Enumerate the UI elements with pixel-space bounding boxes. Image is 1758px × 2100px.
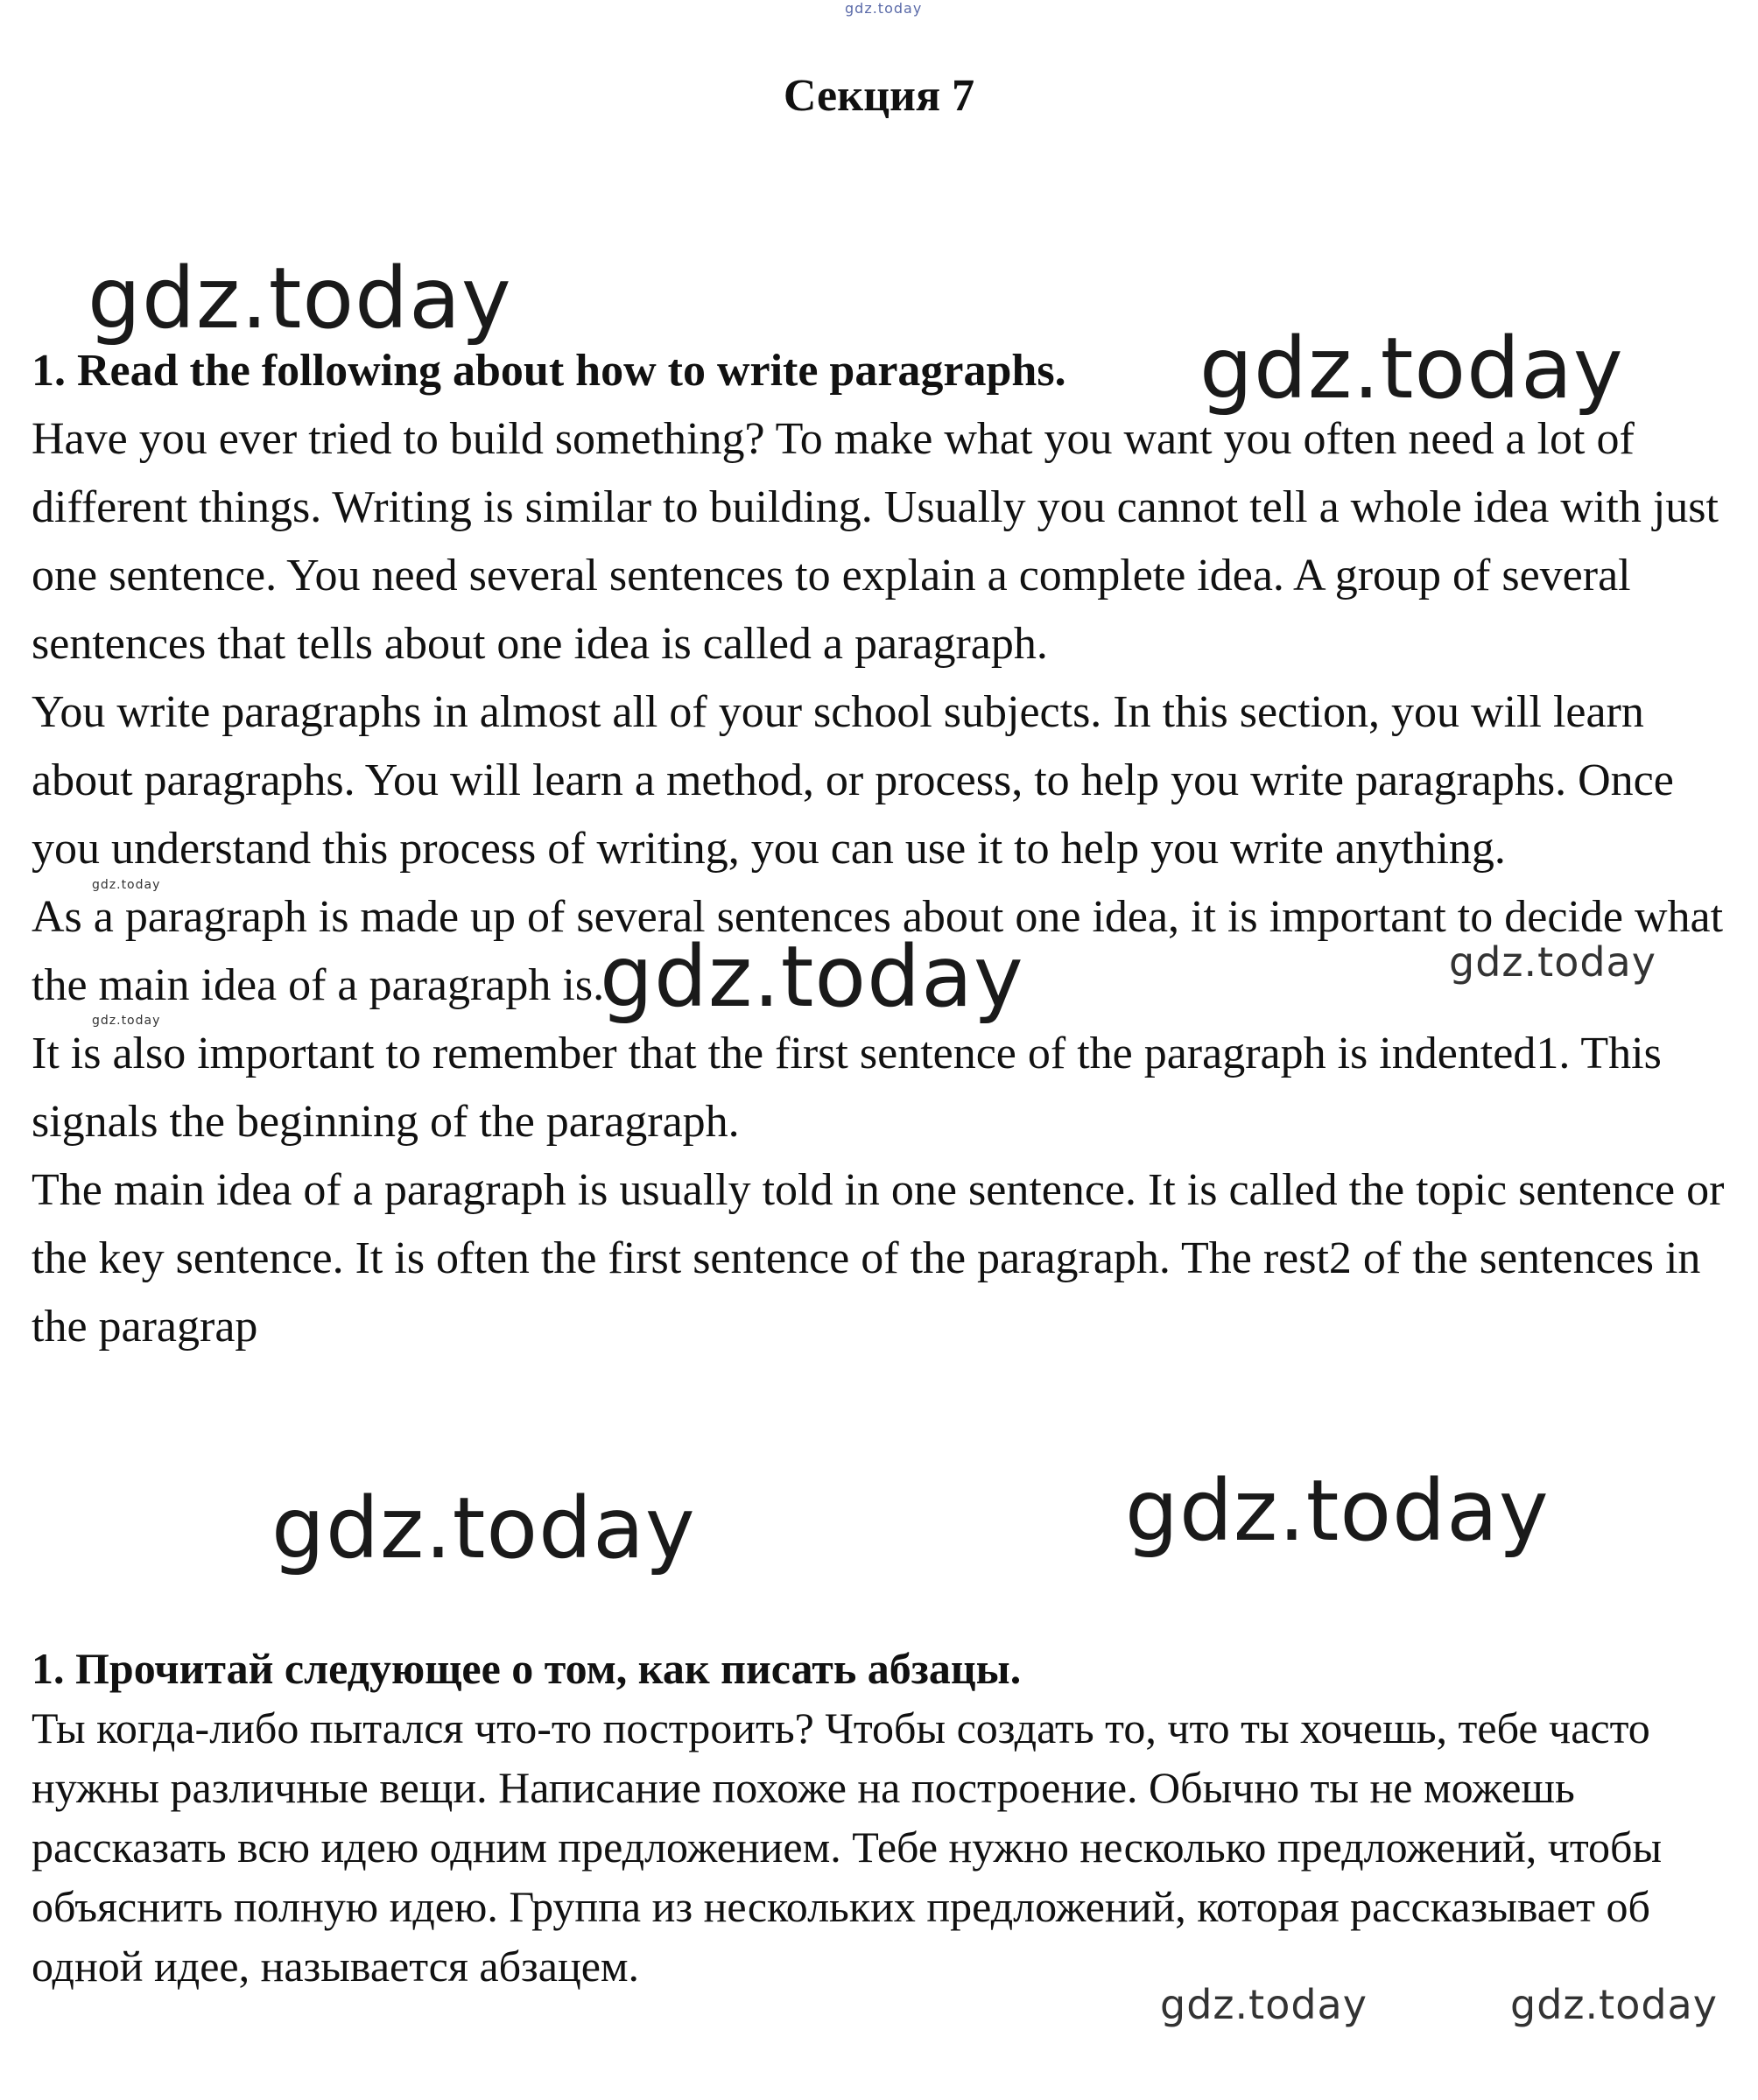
watermark-large-4: gdz.today xyxy=(271,1479,696,1577)
watermark-large-3: gdz.today xyxy=(600,928,1024,1026)
section-title: Секция 7 xyxy=(783,71,975,121)
watermark-top: gdz.today xyxy=(845,0,923,17)
watermark-large-1: gdz.today xyxy=(88,249,512,348)
watermark-medium-1: gdz.today xyxy=(1449,938,1656,986)
english-paragraph-5: The main idea of a paragraph is usually told in one sentence. It is called the topic sentence or the key sentence. It is often the first sentence of the paragraph. The rest2 of the sentences in the paragrap xyxy=(32,1165,1725,1352)
watermark-large-5: gdz.today xyxy=(1125,1462,1550,1560)
russian-heading: 1. Прочитай следующее о том, как писать абзацы. xyxy=(32,1644,1022,1693)
english-text-block xyxy=(32,337,1747,1361)
russian-paragraph-1: Ты когда-либо пытался что-то построить? Чтобы создать то, что ты хочешь, тебе часто нужны различные вещи. Написание похоже на построение. Обычно ты не можешь рассказать всю идею одним предложением. Тебе нужно несколько предложений, чтобы объяснить полную идею. Группа из нескольких предложений, которая рассказывает об одной идее, называется абзацем. xyxy=(32,1703,1663,1991)
english-paragraph-3: As a paragraph is made up of several sentences about one idea, it is important to decide what the main idea of a paragraph is. xyxy=(32,892,1724,1010)
english-heading: 1. Read the following about how to write paragraphs. xyxy=(32,346,1066,396)
english-paragraph-2: You write paragraphs in almost all of your school subjects. In this section, you will learn about paragraphs. You will learn a method, or process, to help you write paragraphs. Once you understand this process of writing, you can use it to help you write anything. xyxy=(32,687,1674,874)
watermark-medium-3: gdz.today xyxy=(1510,1981,1718,2028)
english-paragraph-1: Have you ever tried to build something? To make what you want you often need a lot of different things. Writing is similar to building. Usually you cannot tell a whole idea with just one sentence. You need several sentences to explain a complete idea. A group of several sentences that tells about one idea is called a paragraph. xyxy=(32,414,1719,669)
watermark-large-2: gdz.today xyxy=(1199,320,1624,418)
watermark-tiny-1: gdz.today xyxy=(92,878,161,892)
russian-text-block xyxy=(32,1639,1747,1996)
english-paragraph-4: It is also important to remember that the first sentence of the paragraph is indented1. This signals the beginning of the paragraph. xyxy=(32,1029,1662,1147)
watermark-medium-2: gdz.today xyxy=(1160,1981,1368,2028)
watermark-tiny-2: gdz.today xyxy=(92,1014,161,1028)
